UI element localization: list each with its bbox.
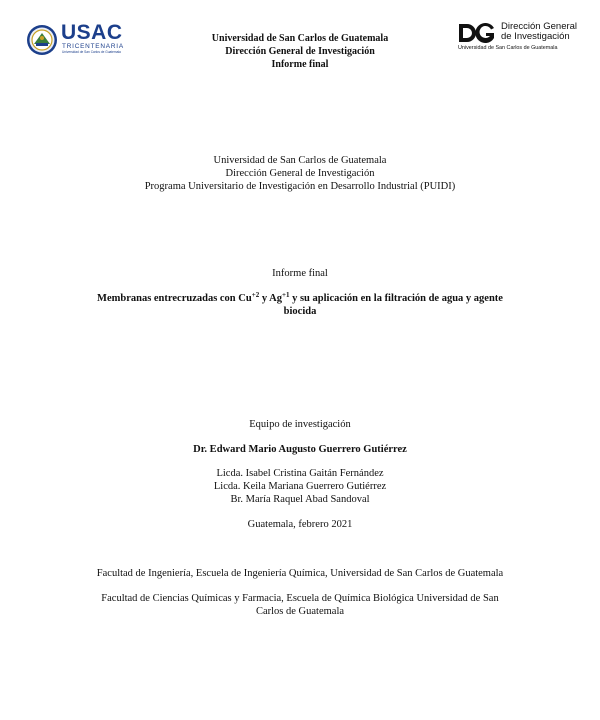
team-members — [40, 467, 560, 506]
dgi-subline: Universidad de San Carlos de Guatemala — [458, 45, 558, 51]
header-line-university: Universidad de San Carlos de Guatemala — [211, 33, 389, 44]
header-line-direction: Dirección General de Investigación — [225, 46, 375, 57]
usac-subline: Universidad de San Carlos de Guatemala — [62, 50, 121, 54]
title-sup-1: +2 — [251, 291, 260, 299]
team-member-1: Licda. Isabel Cristina Gaitán Fernández — [216, 468, 384, 479]
faculty-line-2 — [40, 592, 560, 618]
dgi-mark-icon — [458, 23, 496, 43]
report-label: Informe final — [272, 268, 328, 279]
title-part-2: y Ag — [259, 293, 282, 304]
header-center — [180, 32, 420, 71]
place-date: Guatemala, febrero 2021 — [247, 519, 353, 530]
dgi-logo — [458, 21, 584, 55]
faculty-line-1: Facultad de Ingeniería, Escuela de Ingeniería Química, Universidad de San Carlos de Guatemala — [96, 568, 504, 579]
usac-tagline: TRICENTENARIA — [62, 43, 124, 50]
team-member-3: Br. María Raquel Abad Sandoval — [230, 494, 370, 505]
header-line-report: Informe final — [271, 59, 329, 70]
dgi-title — [501, 22, 577, 42]
team-heading: Equipo de investigación — [249, 419, 351, 430]
team-lead: Dr. Edward Mario Augusto Guerrero Gutiérrez — [193, 444, 407, 455]
team-member-2: Licda. Keila Mariana Guerrero Gutiérrez — [213, 481, 387, 492]
institution-line-1: Universidad de San Carlos de Guatemala — [213, 155, 387, 166]
title-part-1: Membranas entrecruzadas con Cu — [97, 293, 252, 304]
report-title-line-2: biocida — [283, 306, 317, 317]
usac-logo — [26, 22, 136, 58]
title-sup-2: +1 — [281, 291, 290, 299]
faculty-line-2b: Carlos de Guatemala — [255, 606, 345, 617]
report-title-line-1 — [40, 292, 560, 305]
faculty-line-2a: Facultad de Ciencias Químicas y Farmacia, Escuela de Química Biológica Universidad de San — [101, 593, 499, 604]
institution-block — [40, 154, 560, 193]
usac-wordmark: USAC — [61, 21, 123, 44]
dgi-title-line1: Dirección General — [501, 21, 578, 32]
report-title — [40, 292, 560, 318]
title-part-3: y su aplicación en la filtración de agua y agente — [289, 293, 503, 304]
university-seal-icon — [26, 24, 58, 56]
dgi-title-line2: de Investigación — [501, 31, 570, 42]
institution-line-2: Dirección General de Investigación — [225, 168, 375, 179]
institution-line-3: Programa Universitario de Investigación en Desarrollo Industrial (PUIDI) — [144, 181, 456, 192]
